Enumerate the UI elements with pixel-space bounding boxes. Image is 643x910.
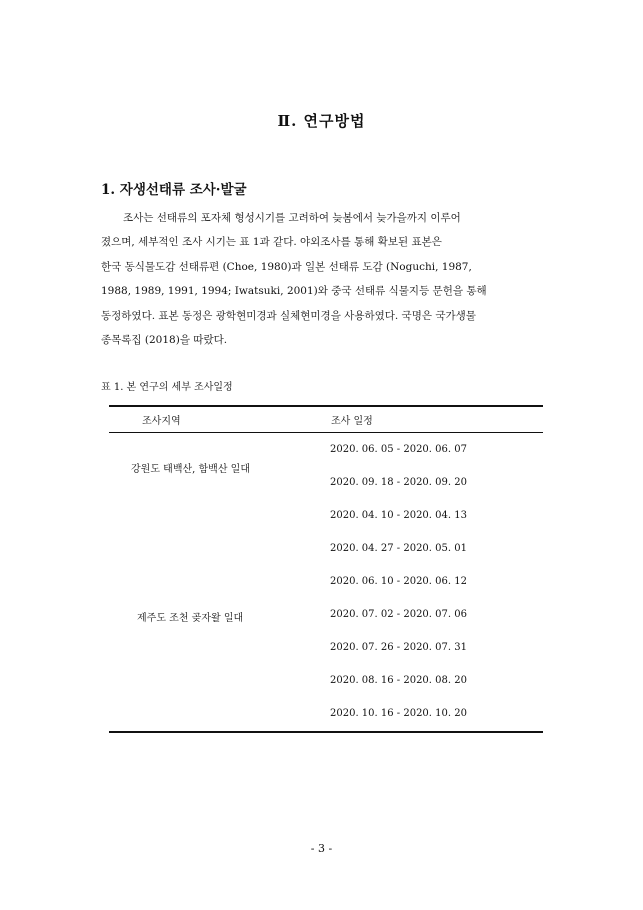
paragraph-line: 조사는 선태류의 포자체 형성시기를 고려하여 늦봄에서 늦가을까지 이루어 — [123, 212, 461, 224]
table-caption: 표 1. 본 연구의 세부 조사일정 — [101, 382, 233, 393]
date-cell: 2020. 07. 26 - 2020. 07. 31 — [330, 642, 467, 653]
date-cell: 2020. 10. 16 - 2020. 10. 20 — [330, 708, 467, 719]
date-cell: 2020. 06. 10 - 2020. 06. 12 — [330, 576, 467, 587]
region-cell: 강원도 태백산, 함백산 일대 — [131, 464, 250, 475]
date-cell: 2020. 07. 02 - 2020. 07. 06 — [330, 609, 467, 620]
page-number: - 3 - — [310, 842, 333, 855]
chapter-title: Ⅱ. 연구방법 — [277, 112, 366, 130]
column-header-region: 조사지역 — [142, 416, 181, 427]
paragraph-line: 졌으며, 세부적인 조사 시기는 표 1과 같다. 야외조사를 통해 확보된 표본은 — [101, 236, 442, 249]
column-header-schedule: 조사 일정 — [331, 416, 373, 427]
date-cell: 2020. 04. 27 - 2020. 05. 01 — [330, 543, 467, 554]
date-cell: 2020. 08. 16 - 2020. 08. 20 — [330, 675, 467, 686]
region-cell: 제주도 조천 곶자왈 일대 — [137, 613, 244, 624]
paragraph-line: 종목록집 (2018)을 따랐다. — [101, 334, 228, 347]
date-cell: 2020. 04. 10 - 2020. 04. 13 — [330, 510, 467, 521]
table-header-rule — [109, 432, 543, 433]
date-cell: 2020. 09. 18 - 2020. 09. 20 — [330, 477, 467, 488]
paragraph-line: 한국 동식물도감 선태류편 (Choe, 1980)과 일본 선태류 도감 (Noguchi, 1987, — [101, 260, 472, 273]
table-bottom-rule — [109, 731, 543, 733]
table-top-rule — [109, 405, 543, 407]
section-title: 1. 자생선태류 조사·발굴 — [101, 182, 247, 198]
date-cell: 2020. 06. 05 - 2020. 06. 07 — [330, 444, 467, 455]
paragraph-line: 동정하였다. 표본 동정은 광학현미경과 실체현미경을 사용하였다. 국명은 국가생물 — [101, 309, 476, 322]
paragraph-line: 1988, 1989, 1991, 1994; Iwatsuki, 2001)와 중국 선태류 식물지등 문헌을 통해 — [101, 285, 487, 298]
body-paragraph — [101, 206, 542, 352]
